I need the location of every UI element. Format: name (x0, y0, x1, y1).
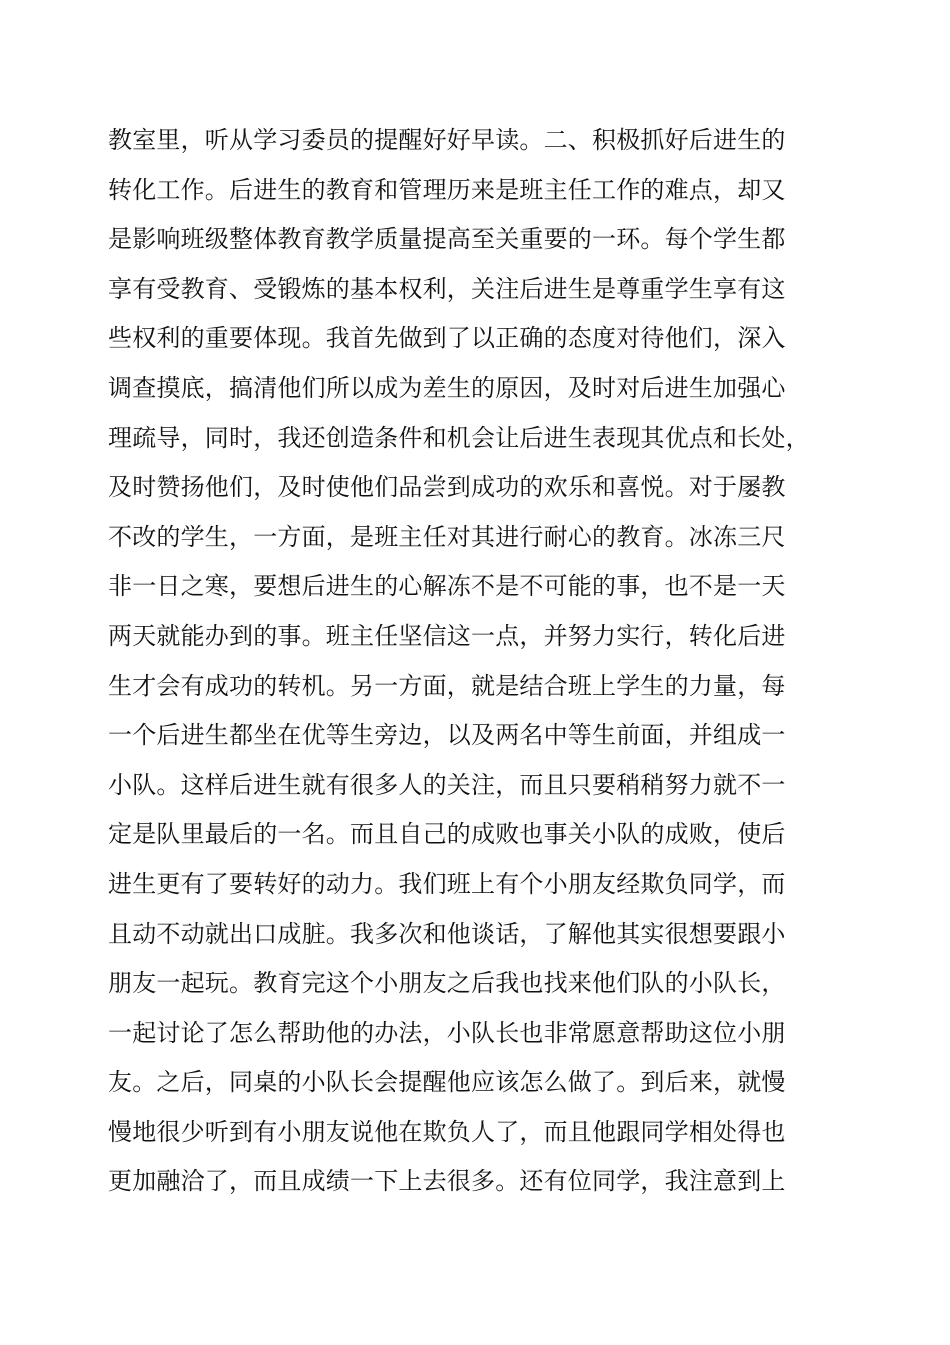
text-line: 及时赞扬他们，及时使他们品尝到成功的欢乐和喜悦。对于屡教 (108, 473, 786, 502)
text-line: 是影响班级整体教育教学质量提高至关重要的一环。每个学生都 (108, 225, 786, 254)
text-line: 进生更有了要转好的动力。我们班上有个小朋友经欺负同学，而 (108, 869, 786, 898)
text-line: 慢地很少听到有小朋友说他在欺负人了，而且他跟同学相处得也 (108, 1117, 786, 1146)
text-line: 理疏导，同时，我还创造条件和机会让后进生表现其优点和长处， (108, 423, 810, 452)
text-line: 一起讨论了怎么帮助他的办法，小队长也非常愿意帮助这位小朋 (108, 1018, 786, 1047)
text-line: 友。之后，同桌的小队长会提醒他应该怎么做了。到后来，就慢 (108, 1068, 786, 1097)
text-line: 朋友一起玩。教育完这个小朋友之后我也找来他们队的小队长， (108, 969, 786, 998)
body-text (108, 116, 810, 1207)
text-line: 调查摸底，搞清他们所以成为差生的原因，及时对后进生加强心 (108, 373, 786, 402)
text-line: 转化工作。后进生的教育和管理历来是班主任工作的难点，却又 (108, 175, 786, 204)
text-line: 教室里，听从学习委员的提醒好好早读。二、积极抓好后进生的 (108, 126, 786, 154)
text-line: 些权利的重要体现。我首先做到了以正确的态度对待他们，深入 (108, 324, 786, 353)
text-line: 小队。这样后进生就有很多人的关注，而且只要稍稍努力就不一 (108, 770, 786, 799)
text-line: 一个后进生都坐在优等生旁边，以及两名中等生前面，并组成一 (108, 721, 786, 750)
text-line: 两天就能办到的事。班主任坚信这一点，并努力实行，转化后进 (108, 621, 786, 650)
text-line: 非一日之寒，要想后进生的心解冻不是不可能的事，也不是一天 (108, 572, 786, 601)
text-line: 且动不动就出口成脏。我多次和他谈话，了解他其实很想要跟小 (108, 919, 786, 948)
text-line: 定是队里最后的一名。而且自己的成败也事关小队的成败，使后 (108, 820, 786, 849)
text-line: 更加融洽了，而且成绩一下上去很多。还有位同学，我注意到上 (108, 1167, 786, 1196)
text-line: 生才会有成功的转机。另一方面，就是结合班上学生的力量，每 (108, 671, 786, 700)
text-line: 不改的学生，一方面，是班主任对其进行耐心的教育。冰冻三尺 (108, 522, 786, 551)
text-line: 享有受教育、受锻炼的基本权利，关注后进生是尊重学生享有这 (108, 274, 786, 303)
